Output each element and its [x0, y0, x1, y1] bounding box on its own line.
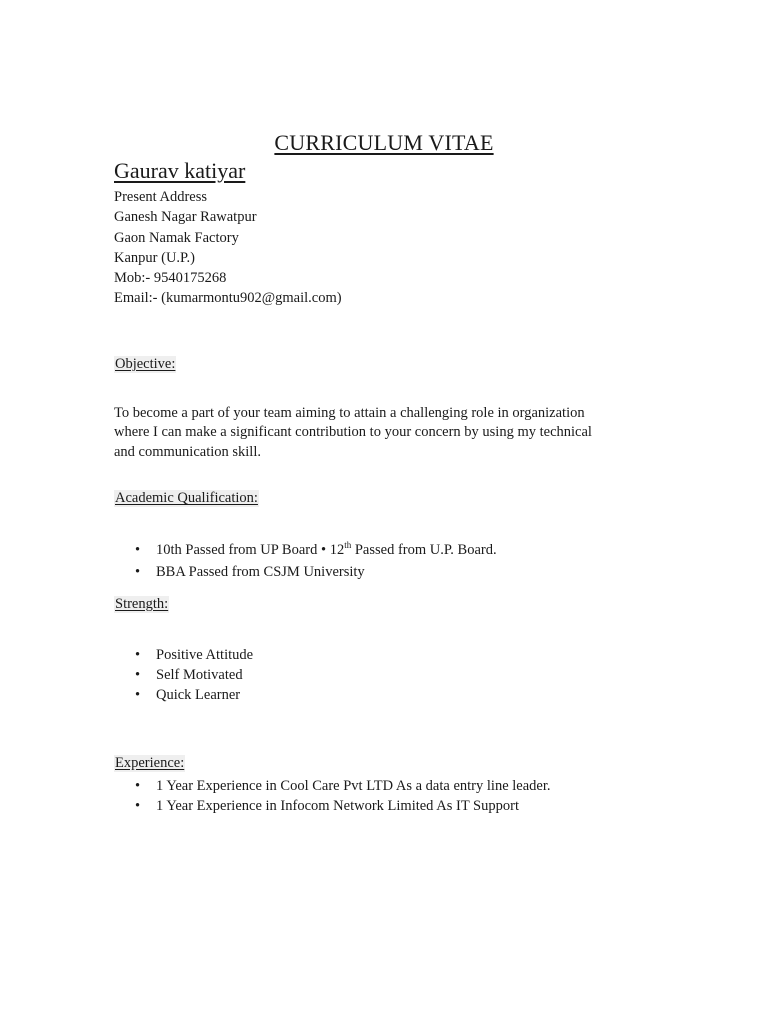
- address-label: Present Address: [114, 189, 208, 205]
- document-title: CURRICULUM VITAE: [274, 130, 494, 155]
- list-item: [114, 539, 497, 561]
- candidate-name: Gaurav katiyar: [114, 158, 246, 183]
- list-item: [114, 776, 551, 796]
- academic-heading: Academic Qualification:: [115, 490, 258, 506]
- bullet-icon: •: [135, 564, 141, 580]
- bullet-icon: •: [135, 542, 141, 558]
- academic-item-1-sup: th: [344, 540, 352, 551]
- bullet-icon: •: [135, 687, 141, 703]
- bullet-icon: •: [135, 647, 141, 663]
- academic-item-1-text-end: Passed from U.P. Board.: [351, 542, 497, 558]
- list-item: [114, 645, 253, 665]
- bullet-icon: •: [135, 798, 141, 814]
- list-item: [114, 561, 497, 583]
- experience-list: [114, 776, 551, 816]
- objective-text: [114, 404, 654, 462]
- academic-list: [114, 539, 497, 583]
- strength-item-text: Quick Learner: [156, 687, 241, 703]
- experience-item-text: 1 Year Experience in Cool Care Pvt LTD As a data entry line leader.: [156, 778, 551, 794]
- mobile-number: Mob:- 9540175268: [114, 270, 227, 287]
- list-item: [114, 665, 253, 685]
- address-block: [114, 187, 342, 309]
- email-address: Email:- (kumarmontu902@gmail.com): [114, 290, 342, 307]
- strength-heading: Strength:: [115, 596, 169, 612]
- bullet-icon: •: [135, 778, 141, 794]
- bullet-icon: •: [135, 667, 141, 683]
- objective-line-1: To become a part of your team aiming to attain a challenging role in organization: [114, 405, 585, 421]
- address-line-3: Kanpur (U.P.): [114, 249, 195, 266]
- experience-heading: Experience:: [115, 755, 185, 771]
- academic-item-1-text: 10th Passed from UP Board • 12: [156, 542, 345, 558]
- experience-item-text: 1 Year Experience in Infocom Network Limited As IT Support: [156, 798, 519, 814]
- address-line-1: Ganesh Nagar Rawatpur: [114, 209, 257, 226]
- address-line-2: Gaon Namak Factory: [114, 229, 239, 246]
- objective-line-2: where I can make a significant contribution to your concern by using my technical: [114, 424, 592, 441]
- list-item: [114, 796, 551, 816]
- list-item: [114, 685, 253, 705]
- strength-item-text: Positive Attitude: [156, 647, 254, 663]
- objective-line-3: and communication skill.: [114, 443, 261, 460]
- strength-list: [114, 645, 253, 705]
- objective-heading: Objective:: [115, 356, 176, 372]
- strength-item-text: Self Motivated: [156, 667, 243, 683]
- academic-item-2-text: BBA Passed from CSJM University: [156, 564, 365, 580]
